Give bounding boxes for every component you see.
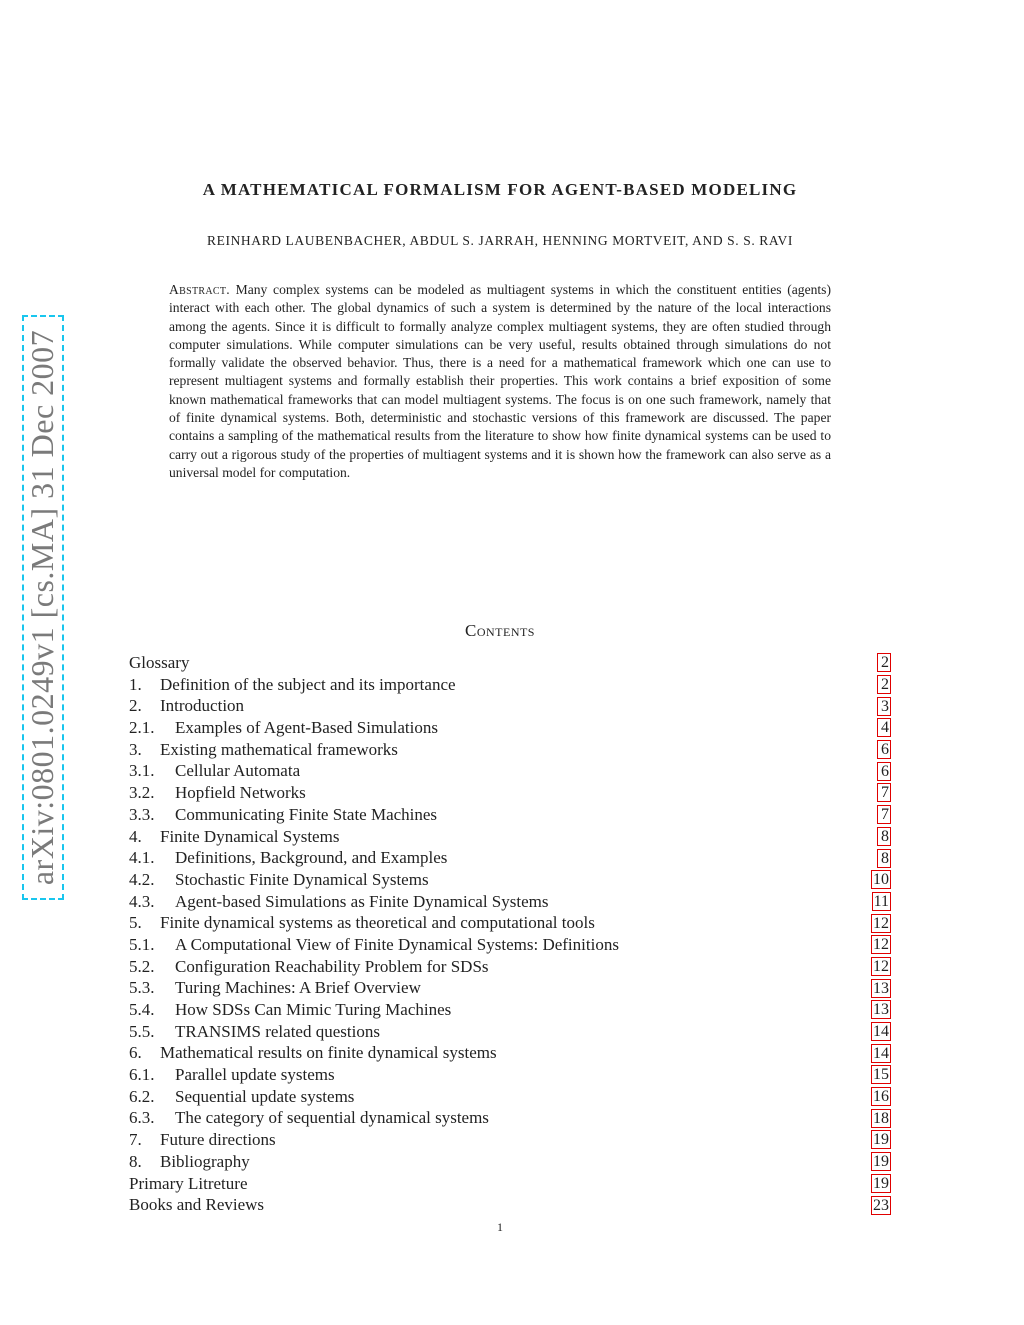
toc-page-link[interactable]: 13 — [873, 1001, 889, 1019]
toc-entry[interactable] — [129, 1042, 891, 1064]
abstract-label: Abstract. — [169, 282, 230, 297]
toc-entry[interactable] — [129, 912, 891, 934]
toc-page-link[interactable]: 23 — [873, 1196, 889, 1214]
toc-page-link[interactable]: 12 — [873, 936, 889, 954]
abstract — [169, 281, 831, 482]
toc-entry-title: Hopfield Networks — [175, 783, 306, 803]
toc-entry-label — [129, 934, 619, 956]
toc-entry[interactable] — [129, 869, 891, 891]
toc-entry-number: 6. — [129, 1043, 142, 1063]
toc-entry-title: Configuration Reachability Problem for SDSs — [175, 956, 489, 976]
toc-page-link[interactable]: 6 — [877, 762, 891, 781]
toc-entry[interactable] — [129, 782, 891, 804]
toc-entry[interactable] — [129, 1021, 891, 1043]
toc-entry-number: 6.2. — [129, 1086, 155, 1106]
table-of-contents — [129, 652, 891, 1216]
toc-entry-title: A Computational View of Finite Dynamical Systems: Definitions — [175, 934, 619, 954]
toc-entry-label — [129, 977, 421, 999]
toc-page-link[interactable]: 8 — [877, 827, 891, 846]
toc-entry-title: Stochastic Finite Dynamical Systems — [175, 869, 429, 889]
toc-entry[interactable] — [129, 999, 891, 1021]
toc-page-link[interactable]: 13 — [873, 979, 889, 997]
toc-entry-label — [129, 674, 456, 696]
toc-entry[interactable] — [129, 891, 891, 913]
toc-page-link[interactable]: 10 — [873, 871, 889, 889]
toc-entry[interactable] — [129, 1194, 891, 1216]
toc-entry-label — [129, 760, 300, 782]
toc-entry-number: 5.5. — [129, 1021, 155, 1041]
toc-entry-title: Communicating Finite State Machines — [175, 804, 438, 824]
toc-entry-label — [129, 826, 339, 848]
arxiv-stamp[interactable] — [22, 315, 64, 900]
toc-entry-title: Definitions, Background, and Examples — [175, 848, 448, 868]
toc-entry-label — [129, 847, 447, 869]
toc-entry[interactable] — [129, 717, 891, 739]
toc-entry[interactable] — [129, 1129, 891, 1151]
toc-entry[interactable] — [129, 652, 891, 674]
toc-page-link[interactable]: 6 — [877, 740, 891, 759]
toc-page-link[interactable]: 12 — [873, 914, 889, 932]
toc-entry[interactable] — [129, 1151, 891, 1173]
toc-page-link[interactable]: 19 — [873, 1153, 889, 1171]
toc-entry-number: 5.2. — [129, 956, 155, 976]
toc-page-link[interactable]: 2 — [877, 653, 891, 672]
toc-entry-title: Examples of Agent-Based Simulations — [175, 718, 438, 738]
toc-page-link[interactable]: 19 — [873, 1174, 889, 1192]
toc-entry-label — [129, 782, 306, 804]
toc-entry[interactable] — [129, 956, 891, 978]
toc-page-link[interactable]: 18 — [873, 1109, 889, 1127]
toc-entry[interactable] — [129, 1173, 891, 1195]
toc-entry-label — [129, 1151, 250, 1173]
toc-entry-label — [129, 652, 189, 674]
toc-entry-label — [129, 869, 429, 891]
toc-entry-title: TRANSIMS related questions — [175, 1021, 380, 1041]
toc-page-link[interactable]: 19 — [873, 1131, 889, 1149]
page-number: 1 — [497, 1220, 503, 1234]
toc-entry-label — [129, 1064, 335, 1086]
toc-entry-number: 3.1. — [129, 761, 155, 781]
toc-entry-number: 2.1. — [129, 718, 155, 738]
toc-entry-number: 5. — [129, 913, 142, 933]
toc-entry-title: Definition of the subject and its importance — [160, 674, 456, 694]
toc-entry-label — [129, 1042, 497, 1064]
toc-page-link[interactable]: 2 — [877, 675, 891, 694]
toc-page-link[interactable]: 14 — [873, 1044, 889, 1062]
abstract-text: Many complex systems can be modeled as multiagent systems in which the constituent entities (agents) interact with each other. The global dynamics of such a system is determined by the nature of the local interactions among the agents. Since it is difficult to formally analyze complex multiagent systems, they are often studied through computer simulations. While computer simulations can be very useful, results obtained through simulations do not formally validate the observed behavior. Thus, there is a need for a mathematical framework which one can use to represent multiagent systems and formally establish their properties. This work contains a brief exposition of some known mathematical frameworks that can model multiagent systems. The focus is on one such framework, namely that of finite dynamical systems. Both, deterministic and stochastic versions of this framework are discussed. The paper contains a sampling of the mathematical results from the literature to show how finite dynamical systems can be used to carry out a rigorous study of the properties of multiagent systems and it is shown how the framework can also serve as a universal model for computation. — [169, 282, 832, 480]
toc-entry-title: Cellular Automata — [175, 761, 301, 781]
toc-entry[interactable] — [129, 674, 891, 696]
toc-entry-label — [129, 739, 398, 761]
toc-entry-label — [129, 891, 549, 913]
toc-entry-title: Future directions — [160, 1130, 276, 1150]
toc-entry[interactable] — [129, 1064, 891, 1086]
toc-entry-number: 5.4. — [129, 1000, 155, 1019]
toc-entry-number: 3. — [129, 739, 142, 759]
toc-entry[interactable] — [129, 804, 891, 826]
toc-page-link[interactable]: 15 — [873, 1066, 889, 1084]
toc-page-link[interactable]: 8 — [877, 849, 891, 868]
toc-entry-number: 8. — [129, 1151, 142, 1171]
toc-entry[interactable] — [129, 1086, 891, 1108]
paper-title: A MATHEMATICAL FORMALISM FOR AGENT-BASED MODELING — [202, 180, 798, 199]
toc-entry-title: Sequential update systems — [175, 1086, 355, 1106]
toc-entry-number: 1. — [129, 674, 142, 694]
toc-entry[interactable] — [129, 934, 891, 956]
author-list: REINHARD LAUBENBACHER, ABDUL S. JARRAH, HENNING MORTVEIT, AND S. S. RAVI — [207, 233, 793, 248]
toc-entry-label — [129, 1129, 276, 1151]
contents-heading: Contents — [464, 621, 535, 640]
toc-entry-label — [129, 1086, 354, 1108]
toc-entry-label — [129, 1173, 248, 1195]
toc-entry-number: 3.3. — [129, 804, 155, 824]
toc-entry-title: Finite Dynamical Systems — [160, 826, 340, 846]
toc-entry-number: 3.2. — [129, 783, 155, 803]
toc-entry-title: Books and Reviews — [129, 1195, 265, 1215]
toc-entry[interactable] — [129, 739, 891, 761]
toc-page-link[interactable]: 3 — [877, 697, 891, 716]
toc-page-link[interactable]: 12 — [873, 957, 889, 975]
toc-entry-label — [129, 804, 437, 826]
toc-page-link[interactable]: 11 — [873, 892, 889, 910]
toc-entry[interactable] — [129, 847, 891, 869]
toc-entry-title: The category of sequential dynamical systems — [175, 1108, 489, 1128]
toc-entry-label — [129, 1194, 264, 1216]
toc-entry[interactable] — [129, 826, 891, 848]
toc-entry[interactable] — [129, 760, 891, 782]
toc-entry-label — [129, 1021, 380, 1043]
toc-entry-title: Glossary — [129, 653, 190, 672]
arxiv-identifier[interactable]: arXiv:0801.0249v1 [cs.MA] 31 Dec 2007 — [24, 329, 61, 886]
toc-page-link[interactable]: 7 — [877, 783, 891, 802]
toc-entry-title: Parallel update systems — [175, 1065, 335, 1085]
toc-entry-number: 4.2. — [129, 869, 155, 889]
toc-entry-number: 4.1. — [129, 848, 155, 868]
toc-entry-number: 5.1. — [129, 934, 155, 954]
toc-entry-label — [129, 717, 438, 739]
toc-page-link[interactable]: 4 — [877, 718, 891, 737]
toc-entry-number: 2. — [129, 696, 142, 716]
toc-page-link[interactable]: 16 — [873, 1088, 889, 1106]
toc-entry-label — [129, 956, 489, 978]
toc-entry[interactable] — [129, 695, 891, 717]
toc-entry-title: Turing Machines: A Brief Overview — [175, 978, 421, 998]
toc-entry-title: Mathematical results on finite dynamical systems — [160, 1043, 497, 1063]
toc-entry-number: 4.3. — [129, 891, 155, 911]
toc-entry-title: Introduction — [160, 696, 245, 716]
toc-entry-title: Agent-based Simulations as Finite Dynamical Systems — [175, 891, 549, 911]
toc-entry-label — [129, 912, 595, 934]
toc-entry-number: 6.1. — [129, 1065, 155, 1085]
toc-entry-title: How SDSs Can Mimic Turing Machines — [175, 1000, 452, 1019]
toc-entry[interactable] — [129, 1107, 891, 1129]
toc-page-link[interactable]: 7 — [877, 805, 891, 824]
toc-entry-label — [129, 999, 451, 1021]
toc-entry-number: 5.3. — [129, 978, 155, 998]
toc-entry-number: 4. — [129, 826, 142, 846]
toc-page-link[interactable]: 14 — [873, 1023, 889, 1041]
toc-entry-title: Bibliography — [160, 1151, 250, 1171]
toc-entry-label — [129, 1107, 489, 1129]
toc-entry-title: Existing mathematical frameworks — [160, 739, 398, 759]
toc-entry-number: 7. — [129, 1130, 142, 1150]
toc-entry-number: 6.3. — [129, 1108, 155, 1128]
toc-entry-title: Primary Litreture — [129, 1173, 248, 1193]
toc-entry[interactable] — [129, 977, 891, 999]
toc-entry-title: Finite dynamical systems as theoretical and computational tools — [160, 913, 595, 933]
toc-entry-label — [129, 695, 244, 717]
